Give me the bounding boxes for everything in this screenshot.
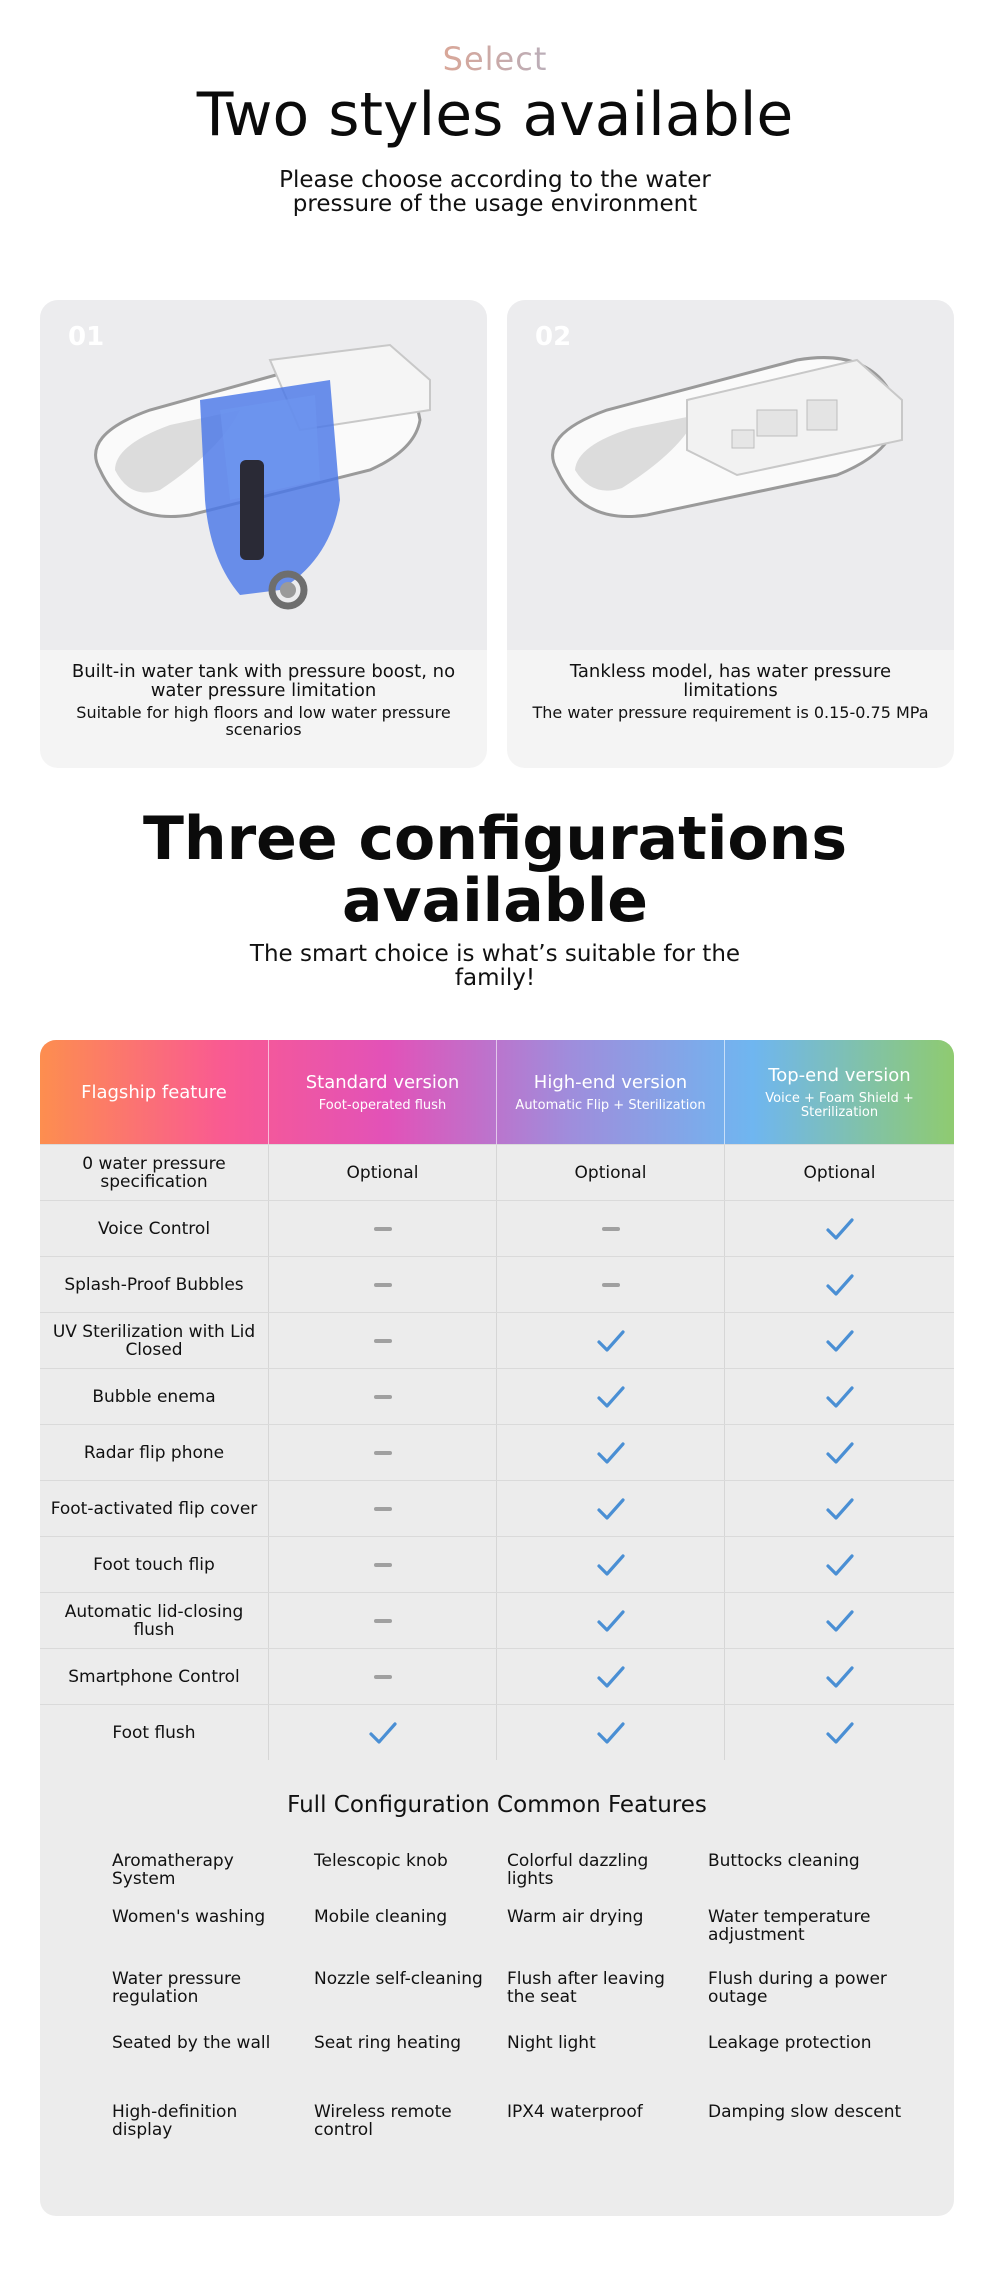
feature-name: Bubble enema bbox=[92, 1386, 216, 1407]
common-features-title: Full Configuration Common Features bbox=[287, 1792, 707, 1818]
style-heading: Built-in water tank with pressure boost, no water pressure limitation bbox=[71, 661, 456, 701]
table-row bbox=[40, 1368, 954, 1424]
table-row bbox=[40, 1480, 954, 1536]
value-text: Optional bbox=[724, 1145, 954, 1200]
page-subtitle: Please choose according to the water pressure of the usage environment bbox=[279, 167, 711, 217]
dash-icon bbox=[268, 1257, 496, 1312]
feature-name: Voice Control bbox=[97, 1218, 211, 1239]
common-feature-item: High-definition display bbox=[112, 2102, 238, 2140]
common-feature-item: Seat ring heating bbox=[314, 2033, 462, 2053]
check-icon bbox=[496, 1649, 724, 1704]
style-heading: Tankless model, has water pressure limitations bbox=[569, 661, 892, 701]
check-icon bbox=[496, 1537, 724, 1592]
configurations-subtitle: The smart choice is what’s suitable for the family! bbox=[249, 941, 741, 991]
toilet-with-tank-image bbox=[40, 300, 487, 650]
comparison-table bbox=[40, 1040, 954, 2216]
dash-icon bbox=[496, 1257, 724, 1312]
common-feature-item: Colorful dazzling lights bbox=[507, 1851, 649, 1889]
check-icon bbox=[724, 1313, 954, 1368]
common-feature-item: Flush after leaving the seat bbox=[507, 1969, 665, 2007]
check-icon bbox=[496, 1313, 724, 1368]
check-icon bbox=[724, 1649, 954, 1704]
check-icon bbox=[724, 1257, 954, 1312]
dash-icon bbox=[268, 1481, 496, 1536]
dash-icon bbox=[268, 1369, 496, 1424]
page-title: Two styles available bbox=[196, 80, 794, 150]
common-feature-item: Water pressure regulation bbox=[112, 1969, 242, 2007]
select-word: Select bbox=[0, 40, 990, 78]
dash-icon bbox=[268, 1537, 496, 1592]
common-feature-item: Buttocks cleaning bbox=[708, 1851, 860, 1871]
check-icon bbox=[496, 1593, 724, 1648]
style-card-02 bbox=[507, 300, 954, 768]
check-icon bbox=[496, 1425, 724, 1480]
header-feature: Flagship feature bbox=[81, 1081, 227, 1103]
style-description: Suitable for high floors and low water pressure scenarios bbox=[76, 703, 451, 739]
header-standard: Standard version Foot-operated flush bbox=[268, 1040, 496, 1144]
common-feature-item: Night light bbox=[507, 2033, 596, 2053]
check-icon bbox=[496, 1705, 724, 1760]
check-icon bbox=[724, 1593, 954, 1648]
table-row bbox=[40, 1424, 954, 1480]
common-feature-item: Leakage protection bbox=[708, 2033, 872, 2053]
style-card-01 bbox=[40, 300, 487, 768]
common-feature-item: Flush during a power outage bbox=[708, 1969, 887, 2007]
common-feature-item: Aromatherapy System bbox=[112, 1851, 234, 1889]
header-high-end: High-end version Automatic Flip + Sterilization bbox=[496, 1040, 724, 1144]
check-icon bbox=[724, 1537, 954, 1592]
style-number: 02 bbox=[535, 322, 572, 352]
check-icon bbox=[724, 1481, 954, 1536]
dash-icon bbox=[268, 1313, 496, 1368]
dash-icon bbox=[268, 1593, 496, 1648]
dash-icon bbox=[268, 1201, 496, 1256]
dash-icon bbox=[496, 1201, 724, 1256]
check-icon bbox=[496, 1481, 724, 1536]
common-feature-item: Wireless remote control bbox=[314, 2102, 452, 2140]
check-icon bbox=[268, 1705, 496, 1760]
feature-name: Foot flush bbox=[112, 1722, 196, 1743]
feature-name: Smartphone Control bbox=[68, 1666, 240, 1687]
common-feature-item: Warm air drying bbox=[507, 1907, 644, 1927]
common-feature-item: IPX4 waterproof bbox=[507, 2102, 643, 2122]
feature-name: Radar flip phone bbox=[83, 1442, 225, 1463]
style-number: 01 bbox=[68, 322, 105, 352]
feature-name: UV Sterilization with Lid Closed bbox=[52, 1321, 256, 1360]
check-icon bbox=[724, 1425, 954, 1480]
table-row bbox=[40, 1648, 954, 1704]
check-icon bbox=[496, 1369, 724, 1424]
common-feature-item: Telescopic knob bbox=[314, 1851, 448, 1871]
tankless-toilet-image bbox=[507, 300, 954, 650]
common-feature-item: Damping slow descent bbox=[708, 2102, 902, 2122]
header-top-end: Top-end version Voice + Foam Shield + Sterilization bbox=[724, 1040, 954, 1144]
check-icon bbox=[724, 1201, 954, 1256]
configurations-title: Three configurations available bbox=[142, 804, 848, 936]
table-header bbox=[40, 1040, 954, 1144]
common-feature-item: Women's washing bbox=[112, 1907, 266, 1927]
common-feature-item: Water temperature adjustment bbox=[708, 1907, 871, 1945]
feature-name: 0 water pressure specification bbox=[82, 1153, 226, 1192]
feature-name: Foot-activated flip cover bbox=[50, 1498, 258, 1519]
table-row bbox=[40, 1144, 954, 1200]
check-icon bbox=[724, 1369, 954, 1424]
feature-name: Splash-Proof Bubbles bbox=[64, 1274, 244, 1295]
common-feature-item: Seated by the wall bbox=[112, 2033, 271, 2053]
value-text: Optional bbox=[268, 1145, 496, 1200]
table-row bbox=[40, 1200, 954, 1256]
common-feature-item: Nozzle self-cleaning bbox=[314, 1969, 483, 1989]
table-row bbox=[40, 1256, 954, 1312]
table-row bbox=[40, 1536, 954, 1592]
check-icon bbox=[724, 1705, 954, 1760]
feature-name: Automatic lid-closing flush bbox=[64, 1601, 244, 1640]
table-row bbox=[40, 1312, 954, 1368]
table-row bbox=[40, 1592, 954, 1648]
table-row bbox=[40, 1704, 954, 1760]
common-feature-item: Mobile cleaning bbox=[314, 1907, 448, 1927]
dash-icon bbox=[268, 1425, 496, 1480]
dash-icon bbox=[268, 1649, 496, 1704]
feature-name: Foot touch flip bbox=[93, 1554, 215, 1575]
style-description: The water pressure requirement is 0.15-0.75 MPa bbox=[532, 703, 929, 722]
value-text: Optional bbox=[496, 1145, 724, 1200]
